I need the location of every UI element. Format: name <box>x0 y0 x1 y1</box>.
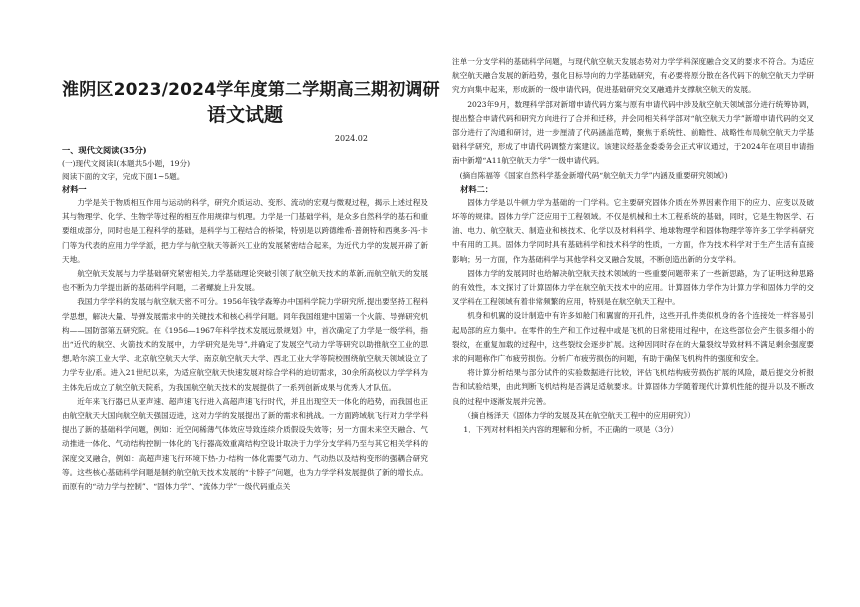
paragraph: 我国力学学科的发展与航空航天密不可分。1956年钱学森筹办中国科学院力学研究所,提出要坚持工程科学思想，解决大量、导弹发展需求中的关键技术和核心科学问题。同年我国组建中国第一个火箭、导弹研究机构——国防部第五研究院。在《1956—1967年科学技术发展远景规划》中，首次确定了力学是一级学科，指出“近代的航空、火箭技术的发展中，力学研究是先导”,并确定了发展空气动力学等研究以助推航空工业的思想,哈尔滨工业大学、北京航空航天大学、南京航空航天大学、西北工业大学等院校围绕航空航天领域设立了力学专业/系。进入21世纪以来，为适应航空航天快速发展对综合学科的迫切需求，30余所高校以力学学科为主体先后成立了航空航天院系，为我国航空航天技术的发展提供了一系列创新成果与优秀人才队伍。 <box>62 297 428 392</box>
paragraph: 固体力学的发展同时也给解决航空航天技术领域的一些重要问题带来了一些新思路，为了证明这种思路的有效性，本文探讨了计算固体力学在航空航天技术中的应用。计算固体力学作为计算力学和固体力学的交叉学科在工程领域有着非常频繁的应用，特别是在航空航天工程中。 <box>452 268 814 307</box>
material-1-label: 材料一 <box>62 184 87 194</box>
left-column <box>62 0 440 607</box>
paragraph: 机身和机翼的设计制造中有许多如舱门和翼窗的开孔件，这些开孔件类似机身的各个连接处一样容易引起局部的应力集中。在零件的生产和工作过程中或是飞机的日常使用过程中，在这些部位会产生很多细小的裂纹，在重复加载的过程中，这些裂纹会逐步扩展。这种因同时存在的大量裂纹导致材料不满足剩余强度要求的问题称作广布疲劳损伤。分析广布疲劳损伤的问题，有助于确保飞机构件的强度和安全。 <box>452 311 814 364</box>
reading-instruction: 阅读下面的文字，完成下面1~5题。 <box>62 172 185 181</box>
source-citation-2: （摘自杨泽天《固体力学的发展及其在航空航天工程中的应用研究》） <box>463 410 695 420</box>
paragraph: 近年来飞行器已从亚声速、超声速飞行进入高超声速飞行时代，并且出现空天一体化的趋势，而我国也正由航空航天大国向航空航天强国迈进，这对力学的发展提出了新的需求和挑战。一方面跨域航飞行对力学学科提出了新的基础科学问题，例如：近空间稀薄气体效应导致连续介质假设失效等；另一方面未来空天融合、气动推进一体化、气动结构控制一体化的飞行器高效重离结构空设计取决于力学分支学科乃至与其它相关学科的深度交叉融合，例如：高超声速飞行环境下热-力-结构一体化需要气动力、气动热以及结构变形的强耦合研究等。这些核心基础科学问题是制约航空航天技术发展的“卡脖子”问题，也为力学学科发展提供了新的增长点。而原有的“动力学与控制”、“固体力学”、“流体力学”一级代码重点关 <box>62 396 428 492</box>
exam-title: 淮阴区2023/2024学年度第二学期高三期初调研 <box>62 80 440 100</box>
paragraph: 2023年9月，数理科学部对新增申请代码方案与原有申请代码中涉及航空航天领域部分进行统筹协调，提出整合申请代码和研究方向进行了合并和迁移，并会同相关科学部对“航空航天力学”新增申请代码的交叉部分进行了沟通和研讨，进一步厘清了代码涵盖范畴，聚焦于系统性、前瞻性、战略性布局航空航天力学基础科学研究，形成了申请代码调整方案建议。该建议经基金委委务会正式审议通过，于2024年在项目申请指南中新增“A11航空航天力学”一级申请代码。 <box>452 99 814 166</box>
top-margin <box>452 0 814 55</box>
paragraph: 航空航天发展与力学基础研究紧密相关,力学基础理论突破引领了航空航天技术的革新,而航空航天的发展也不断为力学提出新的基础科学问题，二者螺旋上升发展。 <box>62 269 428 293</box>
paragraph: 力学是关于物质相互作用与运动的科学，研究介质运动、变形、流动的宏观与微观过程，揭示上述过程及其与物理学、化学、生物学等过程的相互作用规律与机理。力学是一门基础学科，是众多自然科学的基石和重要组成部分，同时也是工程科学的基础，是科学与工程结合的桥梁，特别是以跨德维希·普朗特和西奥多·冯·卡门等为代表的应用力学学派，把力学与航空航天等新兴工业的发展紧密结合起来，为近代力学的发展开辟了新天地。 <box>62 198 428 264</box>
question-1: 1．下列对材料相关内容的理解和分析，不正确的一项是（3分） <box>463 425 679 435</box>
sub-section-heading: (一)现代文阅读Ⅰ(本题共5小题，19分) <box>62 159 191 168</box>
right-column <box>452 0 814 607</box>
paragraph-continued: 注单一分支学科的基础科学问题，与现代航空航天发展态势对力学学科深度融合交叉的要求不符合。为适应航空航天融合发展的新趋势，强化目标导向的力学基础研究，有必要将原分散在各代码下的航空航天力学研究方向集中起来，形成新的一级申请代码，促进基础研究交叉融通并支撑航空航天的发展。 <box>452 57 814 95</box>
exam-subtitle: 语文试题 <box>206 104 283 126</box>
material-2-label: 材料二： <box>460 183 493 194</box>
section-heading: 一、现代文阅读(35分) <box>62 145 147 155</box>
source-citation-1: (摘自陈福等《国家自然科学基金新增代码“航空航天力学”内涵及重要研究领域》) <box>459 170 728 180</box>
paragraph: 固体力学是以牛顿力学为基础的一门学科。它主要研究固体介质在外界因素作用下的应力、应变以及破坏等的规律。固体力学广泛应用于工程领域。不仅是机械和土木工程系统的基础，同时，它是生物医学、石油、电力、航空航天、制造业和核技术、化学以及材料科学、地球物理学和固体物理学等许多工学学科研究中有用的工具。固体力学同时具有基础科学和技术科学的性质，一方面，作为技术科学对于生产生活有直接影响；另一方面，作为基础科学与其他学科交叉融合发展，不断创造出新的分支学科。 <box>452 197 814 264</box>
exam-date: 2024.02 <box>334 134 368 143</box>
paragraph: 将计算分析结果与部分试件的实验数据进行比较，评估飞机结构疲劳损伤扩展的风险，最后提交分析报告和试验结果，由此判断飞机结构是否满足适航要求。计算固体力学随着现代计算机性能的提升以及不断改良的过程中逐渐发展并完善。 <box>452 368 814 406</box>
